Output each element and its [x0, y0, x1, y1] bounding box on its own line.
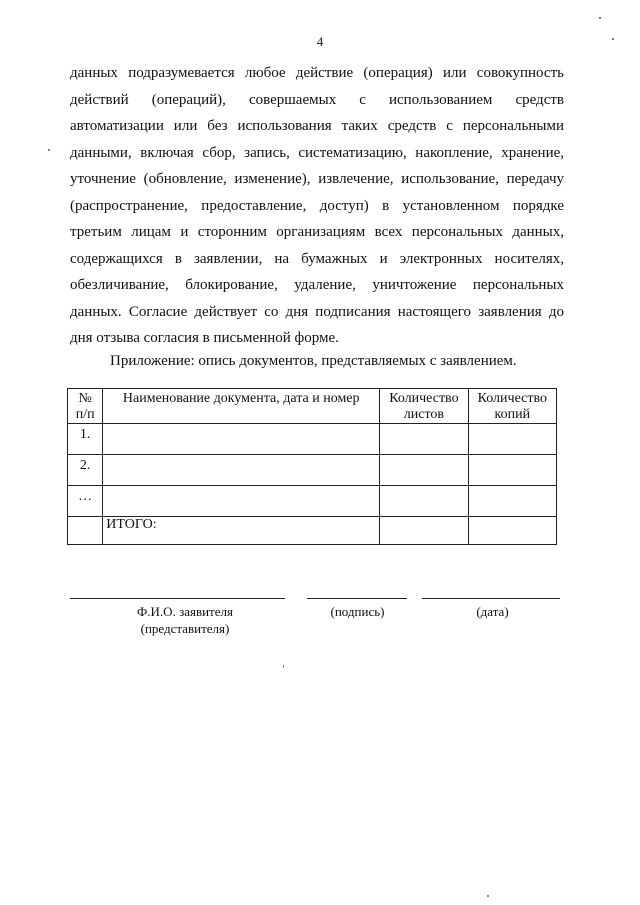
- consent-paragraph: [70, 60, 564, 352]
- paragraph-line: автоматизации или без использования таких средств с персональными: [70, 118, 564, 134]
- row-copies[interactable]: [468, 486, 556, 517]
- paragraph-line: действий (операций), совершаемых с использованием средств: [70, 91, 564, 108]
- scan-speck: [48, 149, 50, 151]
- table-row: [68, 424, 557, 455]
- paragraph-line: данными, включая сбор, запись, систематизацию, накопление, хранение,: [70, 144, 564, 161]
- signature-line[interactable]: [307, 598, 407, 599]
- scan-speck: [487, 895, 489, 897]
- total-copies[interactable]: [468, 517, 556, 545]
- table-header-row: [68, 389, 557, 424]
- header-sheets: [380, 389, 468, 424]
- page-number: 4: [316, 34, 324, 49]
- table-row: [68, 486, 557, 517]
- paragraph-line: (распространение, предоставление, доступ) в установленном порядке: [70, 197, 564, 214]
- header-number-line1: №: [78, 391, 92, 406]
- date-label: (дата): [476, 604, 509, 619]
- total-sheets[interactable]: [380, 517, 468, 545]
- applicant-name-label-line1: Ф.И.О. заявителя: [137, 604, 233, 619]
- table-row: [68, 455, 557, 486]
- header-number-line2: п/п: [75, 407, 95, 422]
- header-document-name: [103, 389, 380, 424]
- header-sheets-line1: Количество: [389, 391, 459, 406]
- row-copies[interactable]: [468, 455, 556, 486]
- total-label: ИТОГО:: [103, 517, 380, 545]
- table-total-row: [68, 517, 557, 545]
- row-number: 1.: [68, 424, 103, 455]
- header-number: [68, 389, 103, 424]
- row-copies[interactable]: [468, 424, 556, 455]
- header-copies-line2: копий: [494, 407, 531, 422]
- row-document-name[interactable]: [103, 455, 380, 486]
- row-number: …: [68, 486, 103, 517]
- row-number: 2.: [68, 455, 103, 486]
- row-sheets[interactable]: [380, 486, 468, 517]
- applicant-name-label-line2: (представителя): [140, 621, 230, 636]
- paragraph-line: уточнение (обновление, изменение), извлечение, использование, передачу: [70, 171, 564, 187]
- paragraph-line: содержащихся в заявлении, на бумажных и электронных носителях,: [70, 250, 564, 267]
- scan-speck: [612, 38, 614, 40]
- paragraph-line: обезличивание, блокирование, удаление, уничтожение персональных: [70, 277, 564, 293]
- row-document-name[interactable]: [103, 486, 380, 517]
- header-copies-line1: Количество: [477, 391, 547, 406]
- documents-table: [67, 388, 557, 545]
- row-sheets[interactable]: [380, 424, 468, 455]
- header-document-name-text: Наименование документа, дата и номер: [122, 391, 360, 406]
- scan-speck: [283, 665, 284, 668]
- scan-speck: [599, 17, 601, 19]
- paragraph-line: третьим лицам и сторонним организациям всех персональных данных,: [70, 224, 564, 240]
- paragraph-line: данных подразумевается любое действие (операция) или совокупность: [70, 65, 564, 81]
- header-sheets-line2: листов: [403, 407, 444, 422]
- header-copies: [468, 389, 556, 424]
- row-document-name[interactable]: [103, 424, 380, 455]
- signature-label: (подпись): [330, 604, 385, 619]
- date-line[interactable]: [422, 598, 560, 599]
- paragraph-line: дня отзыва согласия в письменной форме.: [70, 330, 339, 346]
- row-sheets[interactable]: [380, 455, 468, 486]
- applicant-name-line[interactable]: [70, 598, 285, 599]
- applicant-name-label: [110, 603, 260, 637]
- appendix-title: Приложение: опись документов, представляемых с заявлением.: [110, 353, 517, 369]
- paragraph-line: данных. Согласие действует со дня подписания настоящего заявления до: [70, 303, 564, 320]
- total-number-cell: [68, 517, 103, 545]
